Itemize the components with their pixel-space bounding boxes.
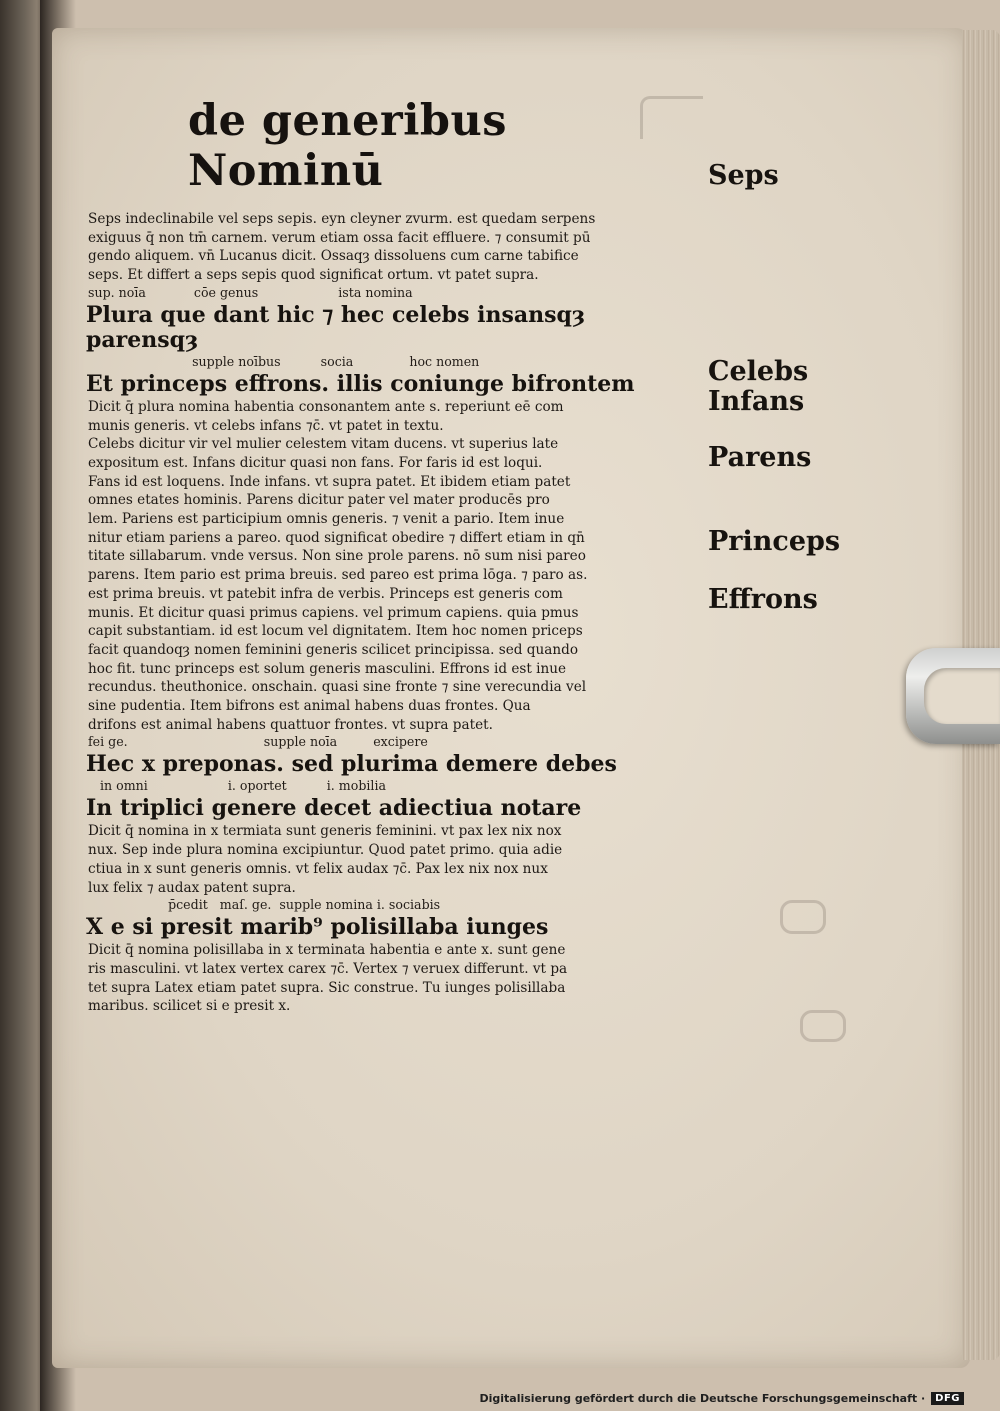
clasp-opening [924, 668, 1000, 724]
commentary-paragraph [88, 398, 698, 735]
interlinear-gloss: sup. noīa cōe genus ista nomina [88, 284, 413, 300]
commentary-line: recundus. theuthonice. onschain. quasi sine fronte ⁊ sine verecundia vel [88, 679, 587, 696]
commentary-line: lem. Pariens est participium omnis generis. ⁊ venit a pario. Item inue [88, 511, 565, 528]
commentary-line: omnes etates hominis. Parens dicitur pater vel mater producēs pro [88, 492, 550, 509]
interlinear-gloss: fei ge. supple noīa excipere [88, 734, 428, 750]
commentary-line: lux felix ⁊ audax patent supra. [88, 879, 296, 896]
commentary-line: Dicit q̄ nomina in x termiata sunt generis feminini. vt pax lex nix nox [88, 823, 562, 840]
commentary-line: gendo aliquem. vn̄ Lucanus dicit. Ossaqȝ dissoluens cum carne tabifice [88, 248, 579, 265]
commentary-line: expositum est. Infans dicitur quasi non fans. For faris id est loqui. [88, 454, 543, 471]
commentary-paragraph [88, 210, 698, 285]
verse-line: Et princeps effrons. illis coniunge bifrontem [86, 370, 635, 397]
commentary-line: facit quandoqȝ nomen feminini generis scilicet principissa. sed quando [88, 641, 579, 658]
margin-note-celebs: Celebs [708, 356, 809, 387]
commentary-paragraph [88, 941, 698, 1016]
verse-line: Hec x preponas. sed plurima demere debes [86, 751, 617, 778]
commentary-line: ctiua in x sunt generis omnis. vt felix audax ⁊c̄. Pax lex nix nox nux [88, 860, 548, 877]
commentary-line: exiguus q̄ non tm̄ carnem. verum etiam ossa facit effluere. ⁊ consumit pū [88, 229, 591, 246]
commentary-line: ris masculini. vt latex vertex carex ⁊c̄. Vertex ⁊ veruex differunt. vt pa [88, 960, 568, 977]
verse-line: X e si presit marib⁹ polisillaba iunges [86, 914, 549, 941]
text-body [68, 210, 698, 1016]
commentary-line: nux. Sep inde plura nomina excipiuntur. Quod patet primo. quia adie [88, 842, 563, 859]
commentary-line: munis generis. vt celebs infans ⁊c̄. vt patet in textu. [88, 417, 444, 434]
commentary-line: drifons est animal habens quattuor frontes. vt supra patet. [88, 716, 493, 733]
commentary-line: seps. Et differt a seps sepis quod significat ortum. vt patet supra. [88, 267, 539, 284]
commentary-line: Dicit q̄ nomina polisillaba in x terminata habentia e ante x. sunt gene [88, 942, 566, 959]
commentary-line: Dicit q̄ plura nomina habentia consonantem ante s. reperiunt eē com [88, 398, 564, 415]
margin-note-effrons: Effrons [708, 584, 818, 615]
commentary-line: munis. Et dicitur quasi primus capiens. vel primum capiens. quia pmus [88, 604, 579, 621]
commentary-line: capit substantiam. id est locum vel dignitatem. Item hoc nomen priceps [88, 623, 583, 640]
interlinear-gloss: p̄cedit maſ. ge. supple nomina i. sociabis [88, 897, 441, 913]
funding-credit: Digitalisierung gefördert durch die Deutsche Forschungsgemeinschaft · [479, 1391, 926, 1405]
commentary-line: titate sillabarum. vnde versus. Non sine prole parens. nō sum nisi pareo [88, 548, 586, 565]
interlinear-gloss: supple noībus socia hoc nomen [88, 353, 480, 369]
margin-note-princeps: Princeps [708, 526, 841, 557]
bleed-through-mark [780, 900, 826, 934]
digitization-footer [479, 1389, 964, 1407]
commentary-line: Celebs dicitur vir vel mulier celestem vitam ducens. vt superius late [88, 436, 559, 453]
page-content [68, 96, 698, 1016]
margin-note-parens: Parens [708, 442, 812, 473]
commentary-line: tet supra Latex etiam patet supra. Sic construe. Tu iunges polisillaba [88, 979, 566, 996]
interlinear-gloss: in omni i. oportet i. mobilia [88, 778, 386, 794]
commentary-line: parens. Item pario est prima breuis. sed pareo est prima lōga. ⁊ paro as. [88, 567, 588, 584]
margin-note-seps: Seps [708, 160, 779, 191]
margin-note-infans: Infans [708, 386, 805, 417]
commentary-line: nitur etiam pariens a pareo. quod significat obedire ⁊ differt etiam in qn̄ [88, 529, 585, 546]
verse-line: In triplici genere decet adiectiua notare [86, 795, 582, 822]
commentary-line: hoc fit. tunc princeps est solum generis masculini. Effrons id est inue [88, 660, 567, 677]
page-title: de generibus Nominū [188, 96, 507, 196]
commentary-line: est prima breuis. vt patebit infra de verbis. Princeps est generis com [88, 585, 563, 602]
commentary-line: Seps indeclinabile vel seps sepis. eyn cleyner zvurm. est quedam serpens [88, 211, 596, 227]
dfg-logo: DFG [931, 1392, 964, 1405]
commentary-paragraph [88, 822, 698, 897]
commentary-line: sine pudentia. Item bifrons est animal habens duas frontes. Qua [88, 698, 531, 715]
commentary-line: Fans id est loquens. Inde infans. vt supra patet. Et ibidem etiam patet [88, 473, 571, 490]
commentary-line: maribus. scilicet si e presit x. [88, 998, 291, 1015]
verse-line: Plura que dant hic ⁊ hec celebs insansqȝ parensqȝ [86, 301, 586, 353]
bleed-through-mark [800, 1010, 846, 1042]
